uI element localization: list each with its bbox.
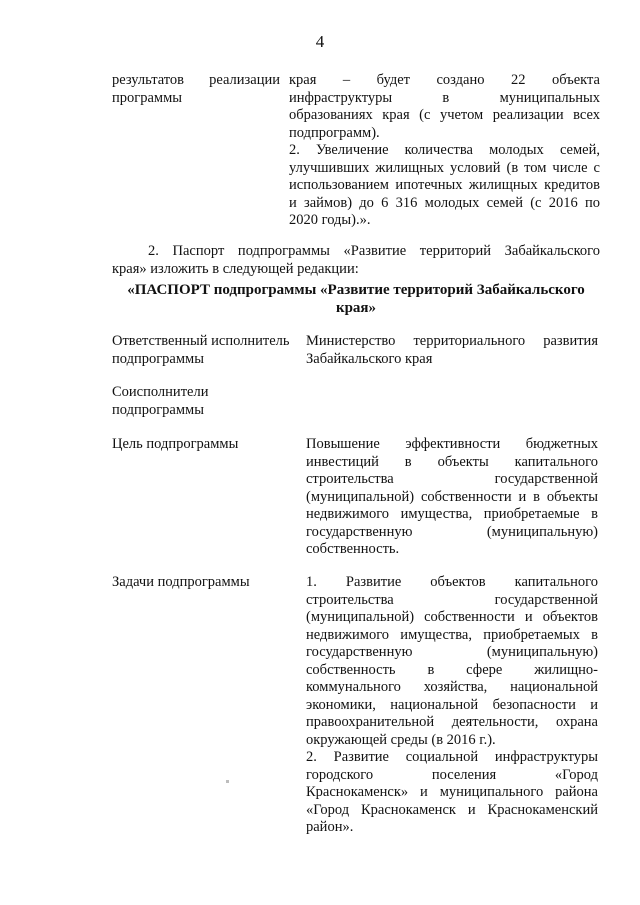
value-line: (муниципальной) собственности и в объекты: [306, 488, 598, 505]
label-line: подпрограммы: [112, 401, 204, 418]
value-line: недвижимого имущества, приобретаемые в: [306, 506, 598, 522]
value-line: район».: [306, 819, 354, 835]
text-line: 2. Увеличение количества молодых семей,: [289, 142, 600, 158]
text-line: и займов) до 6 316 молодых семей (с 2016 по: [289, 194, 600, 211]
label-line: Цель подпрограммы: [112, 436, 239, 452]
page-number: 4: [315, 32, 325, 51]
value-line: 2. Развитие социальной инфраструктуры: [306, 749, 598, 765]
instruction-line: края» изложить в следующей редакции:: [112, 260, 359, 277]
value-line: «Город Краснокаменск и Краснокаменский: [306, 801, 598, 818]
instruction-line: 2. Паспорт подпрограммы «Развитие территорий Забайкальского: [148, 243, 600, 259]
label-line: Соисполнители: [112, 384, 209, 400]
row-label: [112, 384, 312, 419]
row-label: [112, 574, 312, 592]
value-line: строительства государственной: [306, 591, 598, 608]
value-line: собственность в сфере жилищно-: [306, 661, 598, 678]
value-line: коммунального хозяйства, национальной: [306, 679, 598, 695]
value-line: строительства государственной: [306, 471, 598, 487]
label-line: программы: [112, 89, 182, 106]
result-1: [289, 72, 600, 142]
text-line: подпрограмм).: [289, 124, 380, 141]
passport-title: [112, 281, 600, 317]
value-line: Краснокаменск» и муниципального района: [306, 784, 598, 800]
row-value: [306, 574, 598, 837]
task-1: [306, 574, 598, 749]
title-line: «ПАСПОРТ подпрограммы «Развитие территорий Забайкальского: [127, 282, 585, 298]
label-line: результатов реализации: [112, 72, 280, 88]
value-line: инвестиций в объекты капитального: [306, 453, 598, 470]
value-line: государственную (муниципальную): [306, 644, 598, 660]
value-line: Забайкальского края: [306, 350, 433, 367]
value-line: городского поселения «Город: [306, 766, 598, 783]
value-line: государственную (муниципальную): [306, 523, 598, 540]
row-value: [306, 333, 598, 368]
value-line: экономики, национальной безопасности и: [306, 696, 598, 713]
row-label: [112, 333, 312, 368]
label-line: Задачи подпрограммы: [112, 574, 250, 590]
task-2: [306, 749, 598, 837]
label-line: Ответственный исполнитель: [112, 333, 290, 349]
row-label: [112, 436, 312, 454]
text-line: инфраструктуры в муниципальных: [289, 89, 600, 106]
value-line: Министерство территориального развития: [306, 333, 598, 349]
text-line: использованием ипотечных жилищных кредитов: [289, 177, 600, 193]
amendment-instruction: [112, 243, 600, 278]
value-line: 1. Развитие объектов капитального: [306, 574, 598, 590]
text-line: 2020 годы).».: [289, 212, 371, 228]
title-line: края»: [335, 300, 377, 316]
scan-speck: [226, 780, 229, 783]
value-line: собственность.: [306, 541, 400, 557]
value-line: недвижимого имущества, приобретаемых в: [306, 626, 598, 643]
expected-results-label: [112, 72, 280, 107]
value-line: окружающей среды (в 2016 г.).: [306, 731, 496, 748]
result-2: [289, 142, 600, 230]
expected-results-text: [289, 72, 600, 230]
row-value: [306, 436, 598, 559]
text-line: края – будет создано 22 объекта: [289, 72, 600, 88]
label-line: подпрограммы: [112, 350, 204, 367]
text-line: улучшивших жилищных условий (в том числе с: [289, 159, 600, 176]
value-line: правоохранительной деятельности, охрана: [306, 714, 598, 730]
text-line: образованиях края (с учетом реализации всех: [289, 107, 600, 123]
value-line: (муниципальной) собственности и объектов: [306, 609, 598, 625]
value-line: Повышение эффективности бюджетных: [306, 436, 598, 452]
